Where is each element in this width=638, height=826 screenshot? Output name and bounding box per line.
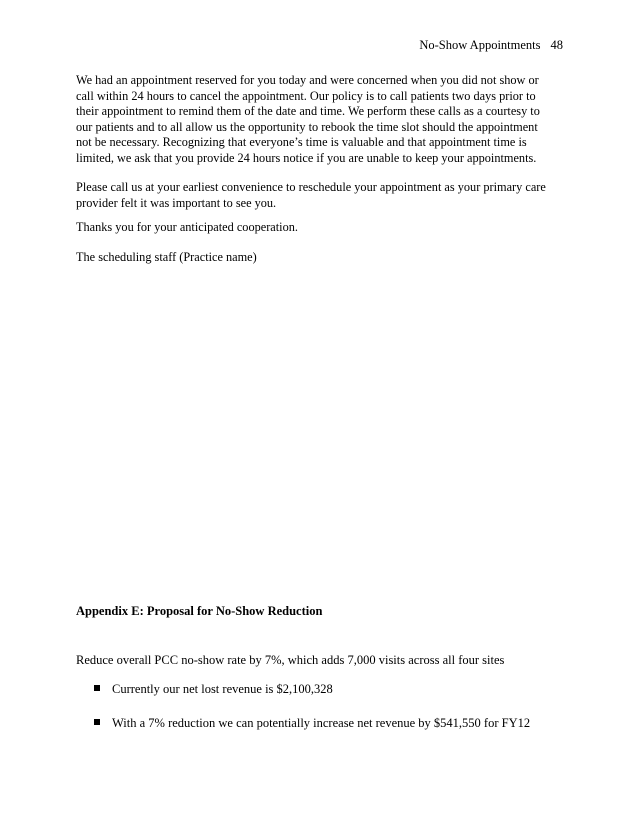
paragraph-line: our patients and to all allow us the opportunity to rebook the time slot should the appointment bbox=[76, 119, 538, 134]
paragraph-line: their appointment to remind them of the date and time. We perform these calls as a courtesy to bbox=[76, 104, 540, 119]
header-title: No-Show Appointments bbox=[419, 38, 541, 52]
square-bullet-icon bbox=[94, 685, 100, 691]
paragraph-line: Please call us at your earliest convenience to reschedule your appointment as your primary care bbox=[76, 180, 546, 194]
running-header bbox=[419, 38, 563, 53]
letter-signature: The scheduling staff (Practice name) bbox=[76, 250, 257, 264]
proposal-statement: Reduce overall PCC no-show rate by 7%, which adds 7,000 visits across all four sites bbox=[76, 653, 505, 667]
bullet-text: Currently our net lost revenue is $2,100,328 bbox=[112, 682, 333, 696]
paragraph-line: call within 24 hours to cancel the appointment. Our policy is to call patients two days prior to bbox=[76, 88, 536, 103]
paragraph-line: limited, we ask that you provide 24 hours notice if you are unable to keep your appointments. bbox=[76, 150, 537, 165]
letter-paragraph-1 bbox=[76, 73, 566, 167]
appendix-heading: Appendix E: Proposal for No-Show Reduction bbox=[76, 604, 323, 618]
letter-paragraph-2 bbox=[76, 180, 566, 211]
bullet-item bbox=[94, 716, 530, 731]
letter-paragraph-3: Thanks you for your anticipated cooperation. bbox=[76, 220, 298, 234]
bullet-text: With a 7% reduction we can potentially increase net revenue by $541,550 for FY12 bbox=[112, 716, 531, 730]
bullet-item bbox=[94, 682, 333, 697]
paragraph-line: provider felt it was important to see you. bbox=[76, 195, 277, 210]
paragraph-line: We had an appointment reserved for you today and were concerned when you did not show or bbox=[76, 73, 539, 87]
square-bullet-icon bbox=[94, 719, 100, 725]
paragraph-line: not be necessary. Recognizing that everyone’s time is valuable and that appointment time is bbox=[76, 135, 527, 150]
page-number: 48 bbox=[550, 38, 563, 52]
